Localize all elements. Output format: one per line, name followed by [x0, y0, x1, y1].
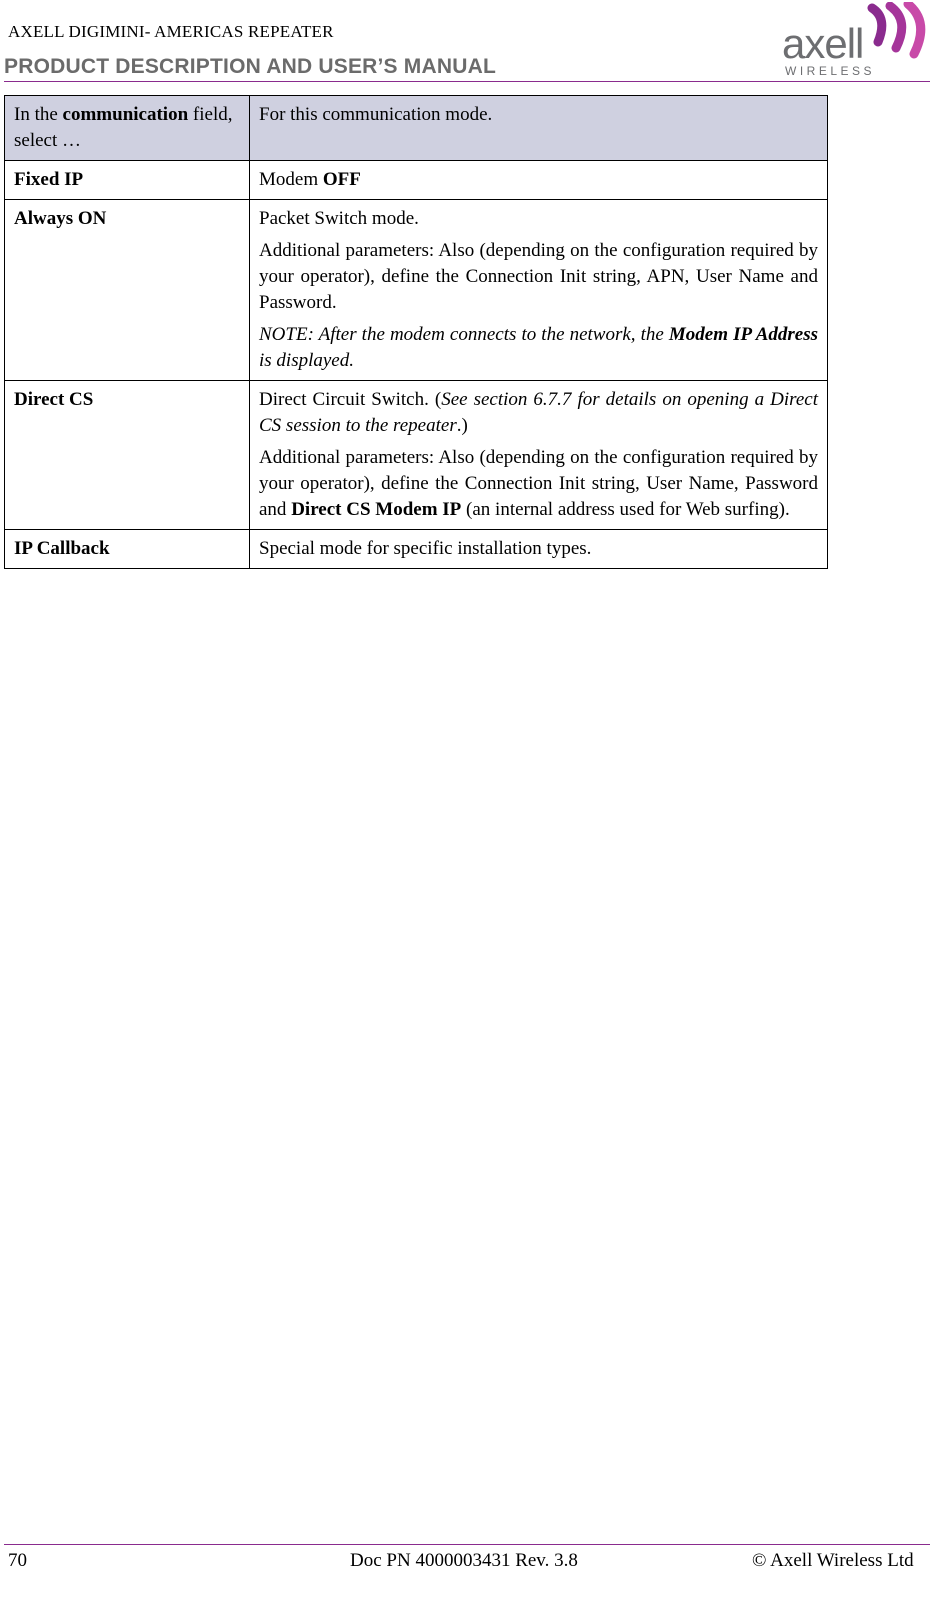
- table-row: [5, 530, 828, 569]
- footer-page-number: 70: [8, 1550, 27, 1571]
- header-cell-field: [5, 96, 250, 161]
- note-paragraph: [259, 322, 818, 374]
- description-bold-text: Direct CS Modem IP: [291, 499, 462, 520]
- description-text: (an internal address used for Web surfing).: [461, 499, 790, 520]
- communication-modes-table: [4, 95, 828, 569]
- mode-label: Fixed IP: [14, 169, 84, 190]
- mode-cell: [5, 381, 250, 530]
- description-paragraph: [259, 445, 818, 523]
- description-cell: [250, 161, 828, 200]
- page-header: [0, 0, 941, 84]
- description-text: Direct Circuit Switch. (: [259, 389, 442, 410]
- description-cell: [250, 381, 828, 530]
- header-product-name: AXELL DIGIMINI- AMERICAS REPEATER: [8, 22, 334, 41]
- description-paragraph: Packet Switch mode.: [259, 208, 419, 229]
- description-text: Modem: [259, 169, 323, 190]
- logo-subtitle: WIRELESS: [785, 64, 876, 78]
- description-text: .): [456, 415, 468, 436]
- footer-doc-number: Doc PN 4000003431 Rev. 3.8: [350, 1550, 578, 1571]
- table-row: [5, 161, 828, 200]
- header-cell-mode: For this communication mode.: [250, 96, 828, 161]
- axell-wireless-logo: [782, 2, 932, 80]
- mode-label: IP Callback: [14, 538, 110, 559]
- description-text: Additional parameters: Also (depending on the configuration required by your operator), define the Connection Init string, User Name, Password and: [259, 447, 818, 520]
- description-paragraph: [259, 387, 818, 439]
- description-cell: Special mode for specific installation types.: [250, 530, 828, 569]
- mode-cell: [5, 200, 250, 381]
- header-manual-title: PRODUCT DESCRIPTION AND USER’S MANUAL: [4, 55, 496, 78]
- description-cell: [250, 200, 828, 381]
- description-paragraph: Additional parameters: Also (depending on the configuration required by your operator), define the Connection Init string, APN, User Name and Password.: [259, 240, 818, 313]
- mode-label: Direct CS: [14, 389, 94, 410]
- mode-cell: [5, 530, 250, 569]
- mode-label: Always ON: [14, 208, 107, 229]
- description-bold-text: OFF: [322, 169, 361, 190]
- table-header-row: [5, 96, 828, 161]
- note-bold-text: Modem IP Address: [668, 324, 819, 345]
- table-row: [5, 381, 828, 530]
- table-row: [5, 200, 828, 381]
- header-rule: [4, 81, 930, 82]
- section-reference-text: See section 6.7.7 for details on opening a Direct CS session to the repeater: [259, 389, 818, 436]
- footer-copyright: © Axell Wireless Ltd: [752, 1550, 914, 1571]
- note-text: is displayed.: [259, 350, 354, 371]
- logo-arcs-icon: [864, 2, 928, 64]
- footer-rule: [4, 1544, 930, 1545]
- note-text: NOTE: After the modem connects to the network, the: [259, 324, 669, 345]
- header-text: field, select …: [14, 104, 233, 151]
- logo-wordmark: axell: [782, 20, 864, 67]
- mode-cell: [5, 161, 250, 200]
- header-bold-text: communication: [62, 104, 189, 125]
- header-text: In the: [14, 104, 63, 125]
